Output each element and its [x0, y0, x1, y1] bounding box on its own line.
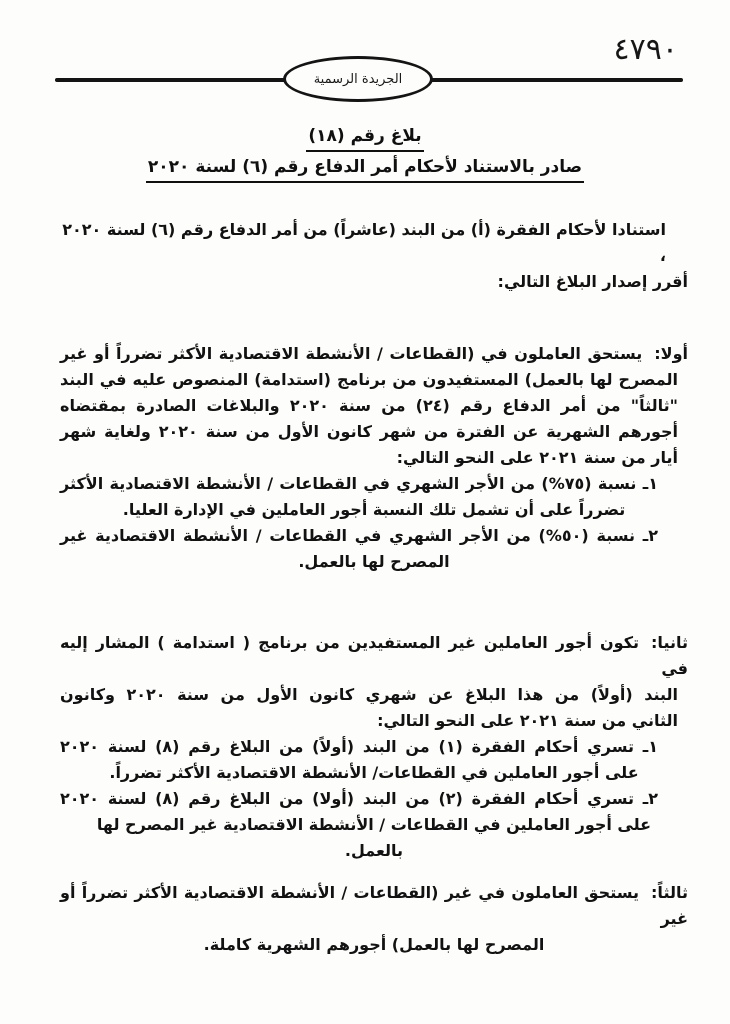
section-body-line: أجورهم الشهرية عن الفترة من شهر كانون الأول من سنة ٢٠٢٠ ولغاية شهر	[60, 422, 678, 441]
item-2-line-2: المصرح لها بالعمل.	[298, 552, 450, 571]
section-third	[60, 880, 688, 958]
section-body-line: البند (أولاً) من هذا البلاغ عن شهري كانون الأول من سنة ٢٠٢٠ وكانون	[60, 685, 679, 704]
item-2-line-2: على أجور العاملين في القطاعات / الأنشطة الاقتصادية غير المصرح لها	[96, 815, 652, 834]
section-label-third: ثالثاً:	[651, 883, 688, 902]
item-2-line-1: ٢ـ نسبة (٥٠%) من الأجر الشهري في القطاعات / الأنشطة الاقتصادية غير	[60, 526, 658, 545]
section-body-line: الثاني من سنة ٢٠٢١ على النحو التالي:	[377, 711, 678, 730]
gazette-title: الجريدة الرسمية	[313, 71, 403, 87]
section-body-line: أولا:يستحق العاملون في (القطاعات / الأنشطة الاقتصادية الأكثر تضرراً أو غير	[60, 344, 688, 363]
intro-line-1: استنادا لأحكام الفقرة (أ) من البند (عاشراً) من أمر الدفاع رقم (٦) لسنة ٢٠٢٠ ،	[62, 220, 666, 265]
item-1-line-1: ١ـ تسري أحكام الفقرة (١) من البند (أولاً) من البلاغ رقم (٨) لسنة ٢٠٢٠	[60, 737, 658, 756]
section-label-first: أولا:	[654, 344, 688, 363]
document-title	[0, 126, 730, 188]
title-line-1: بلاغ رقم (١٨)	[306, 126, 423, 152]
item-1-line-2: على أجور العاملين في القطاعات/ الأنشطة الاقتصادية الأكثر تضرراً.	[109, 763, 639, 782]
section-body-line: ثالثاً:يستحق العاملون في غير (القطاعات / الأنشطة الاقتصادية الأكثر تضرراً أو غير	[60, 883, 688, 928]
document-body	[60, 217, 688, 958]
item-1-line-1: ١ـ نسبة (٧٥%) من الأجر الشهري في القطاعات / الأنشطة الاقتصادية الأكثر	[60, 474, 658, 493]
item-2-line-1: ٢ـ تسري أحكام الفقرة (٢) من البند (أولا) من البلاغ رقم (٨) لسنة ٢٠٢٠	[60, 789, 658, 808]
section-body-line: المصرح لها بالعمل) المستفيدون من برنامج (استدامة) المنصوص عليه في البند	[60, 370, 678, 389]
page-number: ٤٧٩٠	[613, 32, 678, 67]
section-label-second: ثانيا:	[651, 633, 688, 652]
item-2-line-3: بالعمل.	[344, 841, 404, 860]
intro-line-2: أقرر إصدار البلاغ التالي:	[497, 272, 688, 291]
gazette-seal	[283, 56, 433, 102]
title-line-2: صادر بالاستناد لأحكام أمر الدفاع رقم (٦) لسنة ٢٠٢٠	[146, 157, 584, 183]
section-first	[60, 341, 688, 575]
section-second	[60, 630, 688, 864]
page-header	[0, 0, 730, 104]
section-body-line: ثانيا:تكون أجور العاملين غير المستفيدين من برنامج ( استدامة ) المشار إليه في	[60, 633, 688, 678]
section-body-line: أيار من سنة ٢٠٢١ على النحو التالي:	[396, 448, 678, 467]
item-1-line-2: تضرراً على أن تشمل تلك النسبة أجور العاملين في الإدارة العليا.	[122, 500, 626, 519]
section-body-line: المصرح لها بالعمل) أجورهم الشهرية كاملة.	[203, 935, 545, 954]
section-body-line: "ثالثاً" من أمر الدفاع رقم (٢٤) من سنة ٢٠٢٠ والبلاغات الصادرة بمقتضاه	[60, 396, 679, 415]
